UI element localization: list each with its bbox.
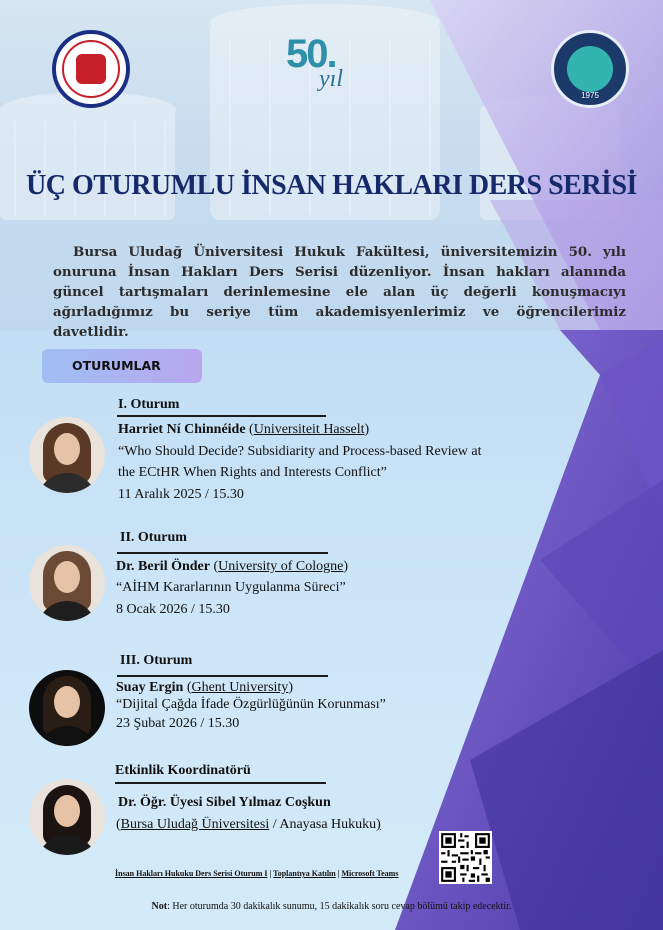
intro-paragraph: Bursa Uludağ Üniversitesi Hukuk Fakültesi, üniversitemizin 50. yılı onuruna İnsan Hakları Ders Serisi düzenliyor. İnsan hakları alanında güncel tartışmaları derinlemesine ele alan üç değerli konuşmacıyı ağırladığımız bu seriye tüm akademisyenlerimiz ve öğrencilerimiz davetlidir.: [53, 244, 626, 340]
footer-note: Not: Her oturumda 30 dakikalık sunumu, 15 dakikalık soru cevap bölümü takip edecektir.: [151, 901, 512, 912]
teams-meeting-link[interactable]: İnsan Hakları Hukuku Ders Serisi Oturum I | Toplantıya Katılın | Microsoft Teams: [115, 869, 399, 878]
50th-anniversary-logo: 50. yıl: [286, 32, 343, 92]
session-3-divider: [117, 675, 328, 677]
coordinator-photo: [29, 779, 105, 855]
speaker-photo-3: [29, 670, 105, 746]
speaker-photo-2: [29, 545, 105, 621]
session-3-title: “Dijital Çağda İfade Özgürlüğünün Korunması”: [116, 697, 386, 712]
coordinator-heading: Etkinlik Koordinatörü: [115, 763, 251, 778]
coordinator-divider: [115, 782, 326, 784]
session-2-speaker-line: Dr. Beril Önder (University of Cologne): [116, 559, 349, 574]
session-2-heading: II. Oturum: [120, 530, 187, 545]
session-2-divider: [117, 552, 328, 554]
speaker-photo-1: [29, 417, 105, 493]
coordinator-affiliation-line: (Bursa Uludağ Üniversitesi / Anayasa Hukuku): [116, 817, 381, 832]
session-3-speaker-line: Suay Ergin (Ghent University): [116, 680, 293, 695]
session-3-date: 23 Şubat 2026 / 15.30: [116, 716, 240, 731]
sessions-label: OTURUMLAR: [42, 349, 202, 383]
university-logo: 1975: [551, 30, 629, 108]
session-1-divider: [117, 415, 326, 417]
session-1-title-line-2: the ECtHR When Rights and Interests Conflict”: [118, 465, 387, 480]
session-2-date: 8 Ocak 2026 / 15.30: [116, 602, 230, 617]
session-1-heading: I. Oturum: [118, 397, 180, 412]
law-faculty-logo: [52, 30, 130, 108]
coordinator-name: Dr. Öğr. Üyesi Sibel Yılmaz Coşkun: [118, 795, 331, 810]
page-title: ÜÇ OTURUMLU İNSAN HAKLARI DERS SERİSİ: [26, 170, 637, 201]
session-3-heading: III. Oturum: [120, 653, 193, 668]
session-1-speaker-line: Harriet Ní Chinnéide (Universiteit Hasselt): [118, 422, 370, 437]
session-2-title: “AİHM Kararlarının Uygulanma Süreci”: [116, 580, 346, 595]
meeting-qr-code[interactable]: [439, 831, 492, 884]
session-1-title-line-1: “Who Should Decide? Subsidiarity and Process-based Review at: [118, 444, 482, 459]
session-1-date: 11 Aralık 2025 / 15.30: [118, 487, 244, 502]
